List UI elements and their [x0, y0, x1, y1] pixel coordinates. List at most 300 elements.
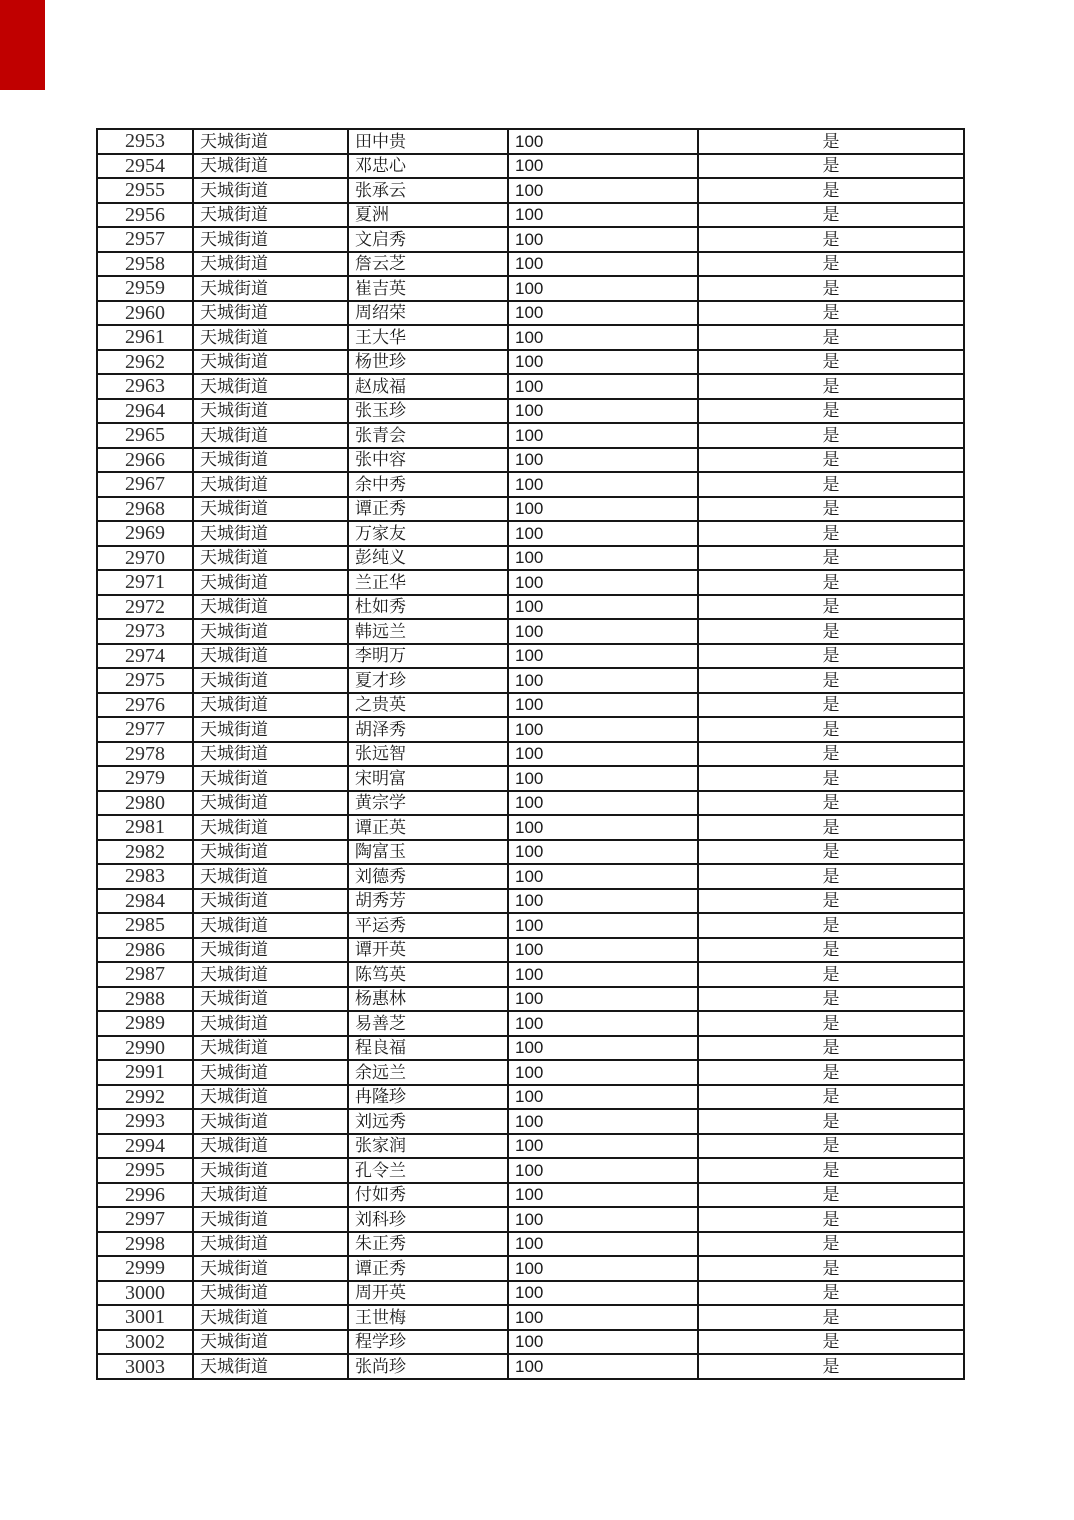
street-cell: 天城街道 — [193, 399, 348, 424]
confirm-cell: 是 — [698, 1305, 964, 1330]
street-cell: 天城街道 — [193, 129, 348, 154]
row-index-cell: 2993 — [97, 1109, 193, 1134]
value-cell: 100 — [508, 350, 698, 375]
table-row — [97, 1232, 964, 1257]
row-index-cell: 2998 — [97, 1232, 193, 1257]
row-index-cell: 2981 — [97, 815, 193, 840]
row-index-cell: 2984 — [97, 889, 193, 914]
value-cell: 100 — [508, 1232, 698, 1257]
name-cell: 程学珍 — [348, 1330, 508, 1355]
value-cell: 100 — [508, 521, 698, 546]
street-cell: 天城街道 — [193, 1011, 348, 1036]
row-index-cell: 2956 — [97, 203, 193, 228]
confirm-cell: 是 — [698, 1207, 964, 1232]
row-index-cell: 3003 — [97, 1354, 193, 1379]
row-index-cell: 2991 — [97, 1060, 193, 1085]
value-cell: 100 — [508, 570, 698, 595]
street-cell: 天城街道 — [193, 1060, 348, 1085]
table-row — [97, 987, 964, 1012]
value-cell: 100 — [508, 595, 698, 620]
name-cell: 韩远兰 — [348, 619, 508, 644]
confirm-cell: 是 — [698, 766, 964, 791]
confirm-cell: 是 — [698, 203, 964, 228]
row-index-cell: 2979 — [97, 766, 193, 791]
confirm-cell: 是 — [698, 938, 964, 963]
street-cell: 天城街道 — [193, 889, 348, 914]
confirm-cell: 是 — [698, 1354, 964, 1379]
name-cell: 兰正华 — [348, 570, 508, 595]
name-cell: 平运秀 — [348, 913, 508, 938]
value-cell: 100 — [508, 1281, 698, 1306]
table-row — [97, 1036, 964, 1061]
confirm-cell: 是 — [698, 178, 964, 203]
value-cell: 100 — [508, 864, 698, 889]
value-cell: 100 — [508, 766, 698, 791]
name-cell: 朱正秀 — [348, 1232, 508, 1257]
value-cell: 100 — [508, 840, 698, 865]
row-index-cell: 2975 — [97, 668, 193, 693]
confirm-cell: 是 — [698, 840, 964, 865]
confirm-cell: 是 — [698, 325, 964, 350]
confirm-cell: 是 — [698, 276, 964, 301]
name-cell: 张承云 — [348, 178, 508, 203]
row-index-cell: 3000 — [97, 1281, 193, 1306]
value-cell: 100 — [508, 1207, 698, 1232]
table-row — [97, 1085, 964, 1110]
table-row — [97, 546, 964, 571]
table-row — [97, 595, 964, 620]
value-cell: 100 — [508, 791, 698, 816]
row-index-cell: 2977 — [97, 717, 193, 742]
row-index-cell: 2965 — [97, 423, 193, 448]
value-cell: 100 — [508, 913, 698, 938]
name-cell: 胡泽秀 — [348, 717, 508, 742]
table-row — [97, 1158, 964, 1183]
name-cell: 刘远秀 — [348, 1109, 508, 1134]
confirm-cell: 是 — [698, 1330, 964, 1355]
name-cell: 杨世珍 — [348, 350, 508, 375]
row-index-cell: 2988 — [97, 987, 193, 1012]
street-cell: 天城街道 — [193, 252, 348, 277]
street-cell: 天城街道 — [193, 864, 348, 889]
table-row — [97, 668, 964, 693]
table-row — [97, 1183, 964, 1208]
confirm-cell: 是 — [698, 1134, 964, 1159]
table-row — [97, 203, 964, 228]
confirm-cell: 是 — [698, 570, 964, 595]
table-row — [97, 815, 964, 840]
name-cell: 孔令兰 — [348, 1158, 508, 1183]
table-row — [97, 399, 964, 424]
confirm-cell: 是 — [698, 1183, 964, 1208]
name-cell: 李明万 — [348, 644, 508, 669]
confirm-cell: 是 — [698, 619, 964, 644]
confirm-cell: 是 — [698, 1036, 964, 1061]
red-corner-marker — [0, 0, 45, 90]
street-cell: 天城街道 — [193, 1207, 348, 1232]
street-cell: 天城街道 — [193, 154, 348, 179]
row-index-cell: 2962 — [97, 350, 193, 375]
street-cell: 天城街道 — [193, 1036, 348, 1061]
name-cell: 刘德秀 — [348, 864, 508, 889]
value-cell: 100 — [508, 546, 698, 571]
street-cell: 天城街道 — [193, 1354, 348, 1379]
table-row — [97, 1134, 964, 1159]
street-cell: 天城街道 — [193, 815, 348, 840]
confirm-cell: 是 — [698, 374, 964, 399]
value-cell: 100 — [508, 889, 698, 914]
value-cell: 100 — [508, 1134, 698, 1159]
name-cell: 周开英 — [348, 1281, 508, 1306]
street-cell: 天城街道 — [193, 203, 348, 228]
value-cell: 100 — [508, 962, 698, 987]
confirm-cell: 是 — [698, 889, 964, 914]
confirm-cell: 是 — [698, 154, 964, 179]
table-row — [97, 227, 964, 252]
row-index-cell: 2958 — [97, 252, 193, 277]
value-cell: 100 — [508, 203, 698, 228]
row-index-cell: 2967 — [97, 472, 193, 497]
confirm-cell: 是 — [698, 448, 964, 473]
confirm-cell: 是 — [698, 1256, 964, 1281]
row-index-cell: 2989 — [97, 1011, 193, 1036]
street-cell: 天城街道 — [193, 1281, 348, 1306]
name-cell: 王世梅 — [348, 1305, 508, 1330]
table-row — [97, 717, 964, 742]
row-index-cell: 2986 — [97, 938, 193, 963]
table-row — [97, 913, 964, 938]
row-index-cell: 2978 — [97, 742, 193, 767]
street-cell: 天城街道 — [193, 595, 348, 620]
street-cell: 天城街道 — [193, 1232, 348, 1257]
row-index-cell: 2959 — [97, 276, 193, 301]
table-row — [97, 766, 964, 791]
value-cell: 100 — [508, 1158, 698, 1183]
value-cell: 100 — [508, 1011, 698, 1036]
confirm-cell: 是 — [698, 301, 964, 326]
name-cell: 冉隆珍 — [348, 1085, 508, 1110]
street-cell: 天城街道 — [193, 840, 348, 865]
street-cell: 天城街道 — [193, 497, 348, 522]
row-index-cell: 2994 — [97, 1134, 193, 1159]
name-cell: 杨惠林 — [348, 987, 508, 1012]
table-row — [97, 1060, 964, 1085]
value-cell: 100 — [508, 276, 698, 301]
confirm-cell: 是 — [698, 742, 964, 767]
confirm-cell: 是 — [698, 546, 964, 571]
value-cell: 100 — [508, 1109, 698, 1134]
confirm-cell: 是 — [698, 472, 964, 497]
table-row — [97, 129, 964, 154]
value-cell: 100 — [508, 301, 698, 326]
name-cell: 詹云芝 — [348, 252, 508, 277]
street-cell: 天城街道 — [193, 325, 348, 350]
table-row — [97, 742, 964, 767]
table-row — [97, 1354, 964, 1379]
table-row — [97, 1256, 964, 1281]
value-cell: 100 — [508, 1305, 698, 1330]
name-cell: 周绍荣 — [348, 301, 508, 326]
confirm-cell: 是 — [698, 1011, 964, 1036]
row-index-cell: 2970 — [97, 546, 193, 571]
confirm-cell: 是 — [698, 129, 964, 154]
table-row — [97, 791, 964, 816]
row-index-cell: 2966 — [97, 448, 193, 473]
confirm-cell: 是 — [698, 423, 964, 448]
name-cell: 之贵英 — [348, 693, 508, 718]
street-cell: 天城街道 — [193, 1305, 348, 1330]
table-row — [97, 644, 964, 669]
table-row — [97, 497, 964, 522]
table-row — [97, 472, 964, 497]
name-cell: 邓忠心 — [348, 154, 508, 179]
name-cell: 余中秀 — [348, 472, 508, 497]
table-row — [97, 1011, 964, 1036]
confirm-cell: 是 — [698, 693, 964, 718]
value-cell: 100 — [508, 227, 698, 252]
confirm-cell: 是 — [698, 644, 964, 669]
value-cell: 100 — [508, 693, 698, 718]
row-index-cell: 2996 — [97, 1183, 193, 1208]
street-cell: 天城街道 — [193, 570, 348, 595]
row-index-cell: 2969 — [97, 521, 193, 546]
row-index-cell: 2955 — [97, 178, 193, 203]
row-index-cell: 3002 — [97, 1330, 193, 1355]
street-cell: 天城街道 — [193, 619, 348, 644]
table-row — [97, 276, 964, 301]
confirm-cell: 是 — [698, 791, 964, 816]
street-cell: 天城街道 — [193, 938, 348, 963]
value-cell: 100 — [508, 374, 698, 399]
row-index-cell: 2983 — [97, 864, 193, 889]
confirm-cell: 是 — [698, 815, 964, 840]
value-cell: 100 — [508, 717, 698, 742]
confirm-cell: 是 — [698, 1281, 964, 1306]
street-cell: 天城街道 — [193, 1330, 348, 1355]
street-cell: 天城街道 — [193, 913, 348, 938]
value-cell: 100 — [508, 497, 698, 522]
row-index-cell: 2968 — [97, 497, 193, 522]
value-cell: 100 — [508, 742, 698, 767]
table-row — [97, 693, 964, 718]
value-cell: 100 — [508, 987, 698, 1012]
row-index-cell: 2987 — [97, 962, 193, 987]
row-index-cell: 2997 — [97, 1207, 193, 1232]
street-cell: 天城街道 — [193, 472, 348, 497]
value-cell: 100 — [508, 815, 698, 840]
confirm-cell: 是 — [698, 987, 964, 1012]
street-cell: 天城街道 — [193, 1109, 348, 1134]
confirm-cell: 是 — [698, 227, 964, 252]
table-row — [97, 619, 964, 644]
confirm-cell: 是 — [698, 350, 964, 375]
name-cell: 张中容 — [348, 448, 508, 473]
street-cell: 天城街道 — [193, 693, 348, 718]
value-cell: 100 — [508, 1183, 698, 1208]
row-index-cell: 2980 — [97, 791, 193, 816]
street-cell: 天城街道 — [193, 766, 348, 791]
row-index-cell: 2972 — [97, 595, 193, 620]
row-index-cell: 2973 — [97, 619, 193, 644]
name-cell: 文启秀 — [348, 227, 508, 252]
street-cell: 天城街道 — [193, 962, 348, 987]
table-row — [97, 178, 964, 203]
table-row — [97, 301, 964, 326]
name-cell: 谭正秀 — [348, 1256, 508, 1281]
street-cell: 天城街道 — [193, 644, 348, 669]
table-row — [97, 570, 964, 595]
table-row — [97, 889, 964, 914]
value-cell: 100 — [508, 1256, 698, 1281]
name-cell: 付如秀 — [348, 1183, 508, 1208]
street-cell: 天城街道 — [193, 1085, 348, 1110]
street-cell: 天城街道 — [193, 350, 348, 375]
value-cell: 100 — [508, 1085, 698, 1110]
value-cell: 100 — [508, 325, 698, 350]
table-row — [97, 325, 964, 350]
value-cell: 100 — [508, 1330, 698, 1355]
confirm-cell: 是 — [698, 497, 964, 522]
name-cell: 谭正英 — [348, 815, 508, 840]
name-cell: 张尚珍 — [348, 1354, 508, 1379]
confirm-cell: 是 — [698, 1085, 964, 1110]
confirm-cell: 是 — [698, 668, 964, 693]
row-index-cell: 2971 — [97, 570, 193, 595]
table-row — [97, 374, 964, 399]
row-index-cell: 2999 — [97, 1256, 193, 1281]
name-cell: 陈笃英 — [348, 962, 508, 987]
value-cell: 100 — [508, 178, 698, 203]
row-index-cell: 2985 — [97, 913, 193, 938]
street-cell: 天城街道 — [193, 717, 348, 742]
name-cell: 余远兰 — [348, 1060, 508, 1085]
row-index-cell: 2953 — [97, 129, 193, 154]
row-index-cell: 2954 — [97, 154, 193, 179]
row-index-cell: 2960 — [97, 301, 193, 326]
confirm-cell: 是 — [698, 864, 964, 889]
table-row — [97, 154, 964, 179]
street-cell: 天城街道 — [193, 448, 348, 473]
confirm-cell: 是 — [698, 1232, 964, 1257]
row-index-cell: 2976 — [97, 693, 193, 718]
confirm-cell: 是 — [698, 913, 964, 938]
name-cell: 易善芝 — [348, 1011, 508, 1036]
name-cell: 赵成福 — [348, 374, 508, 399]
street-cell: 天城街道 — [193, 791, 348, 816]
row-index-cell: 2957 — [97, 227, 193, 252]
table-row — [97, 350, 964, 375]
table-row — [97, 1281, 964, 1306]
row-index-cell: 3001 — [97, 1305, 193, 1330]
value-cell: 100 — [508, 448, 698, 473]
value-cell: 100 — [508, 1354, 698, 1379]
name-cell: 崔吉英 — [348, 276, 508, 301]
table-row — [97, 423, 964, 448]
table-body — [97, 129, 964, 1379]
street-cell: 天城街道 — [193, 276, 348, 301]
name-cell: 谭开英 — [348, 938, 508, 963]
table-row — [97, 448, 964, 473]
value-cell: 100 — [508, 252, 698, 277]
name-cell: 刘科珍 — [348, 1207, 508, 1232]
name-cell: 黄宗学 — [348, 791, 508, 816]
name-cell: 张玉珍 — [348, 399, 508, 424]
row-index-cell: 2974 — [97, 644, 193, 669]
row-index-cell: 2961 — [97, 325, 193, 350]
row-index-cell: 2982 — [97, 840, 193, 865]
table-row — [97, 938, 964, 963]
row-index-cell: 2963 — [97, 374, 193, 399]
street-cell: 天城街道 — [193, 1183, 348, 1208]
table-row — [97, 840, 964, 865]
value-cell: 100 — [508, 154, 698, 179]
name-cell: 谭正秀 — [348, 497, 508, 522]
confirm-cell: 是 — [698, 521, 964, 546]
street-cell: 天城街道 — [193, 1256, 348, 1281]
name-cell: 张远智 — [348, 742, 508, 767]
table-row — [97, 1330, 964, 1355]
street-cell: 天城街道 — [193, 374, 348, 399]
value-cell: 100 — [508, 399, 698, 424]
name-cell: 杜如秀 — [348, 595, 508, 620]
confirm-cell: 是 — [698, 399, 964, 424]
table-row — [97, 1207, 964, 1232]
confirm-cell: 是 — [698, 717, 964, 742]
street-cell: 天城街道 — [193, 546, 348, 571]
row-index-cell: 2990 — [97, 1036, 193, 1061]
street-cell: 天城街道 — [193, 227, 348, 252]
street-cell: 天城街道 — [193, 742, 348, 767]
value-cell: 100 — [508, 619, 698, 644]
name-cell: 程良福 — [348, 1036, 508, 1061]
table-row — [97, 521, 964, 546]
street-cell: 天城街道 — [193, 1134, 348, 1159]
confirm-cell: 是 — [698, 1158, 964, 1183]
table-row — [97, 252, 964, 277]
street-cell: 天城街道 — [193, 521, 348, 546]
table-row — [97, 962, 964, 987]
confirm-cell: 是 — [698, 252, 964, 277]
confirm-cell: 是 — [698, 1109, 964, 1134]
value-cell: 100 — [508, 938, 698, 963]
name-cell: 张家润 — [348, 1134, 508, 1159]
name-cell: 彭纯义 — [348, 546, 508, 571]
table-row — [97, 1305, 964, 1330]
value-cell: 100 — [508, 1036, 698, 1061]
street-cell: 天城街道 — [193, 1158, 348, 1183]
value-cell: 100 — [508, 472, 698, 497]
name-cell: 田中贵 — [348, 129, 508, 154]
row-index-cell: 2992 — [97, 1085, 193, 1110]
value-cell: 100 — [508, 423, 698, 448]
value-cell: 100 — [508, 668, 698, 693]
confirm-cell: 是 — [698, 962, 964, 987]
name-cell: 宋明富 — [348, 766, 508, 791]
name-cell: 夏才珍 — [348, 668, 508, 693]
value-cell: 100 — [508, 1060, 698, 1085]
data-table — [96, 128, 965, 1380]
street-cell: 天城街道 — [193, 178, 348, 203]
confirm-cell: 是 — [698, 595, 964, 620]
name-cell: 陶富玉 — [348, 840, 508, 865]
confirm-cell: 是 — [698, 1060, 964, 1085]
name-cell: 张青会 — [348, 423, 508, 448]
name-cell: 万家友 — [348, 521, 508, 546]
table-row — [97, 1109, 964, 1134]
row-index-cell: 2964 — [97, 399, 193, 424]
street-cell: 天城街道 — [193, 668, 348, 693]
value-cell: 100 — [508, 644, 698, 669]
